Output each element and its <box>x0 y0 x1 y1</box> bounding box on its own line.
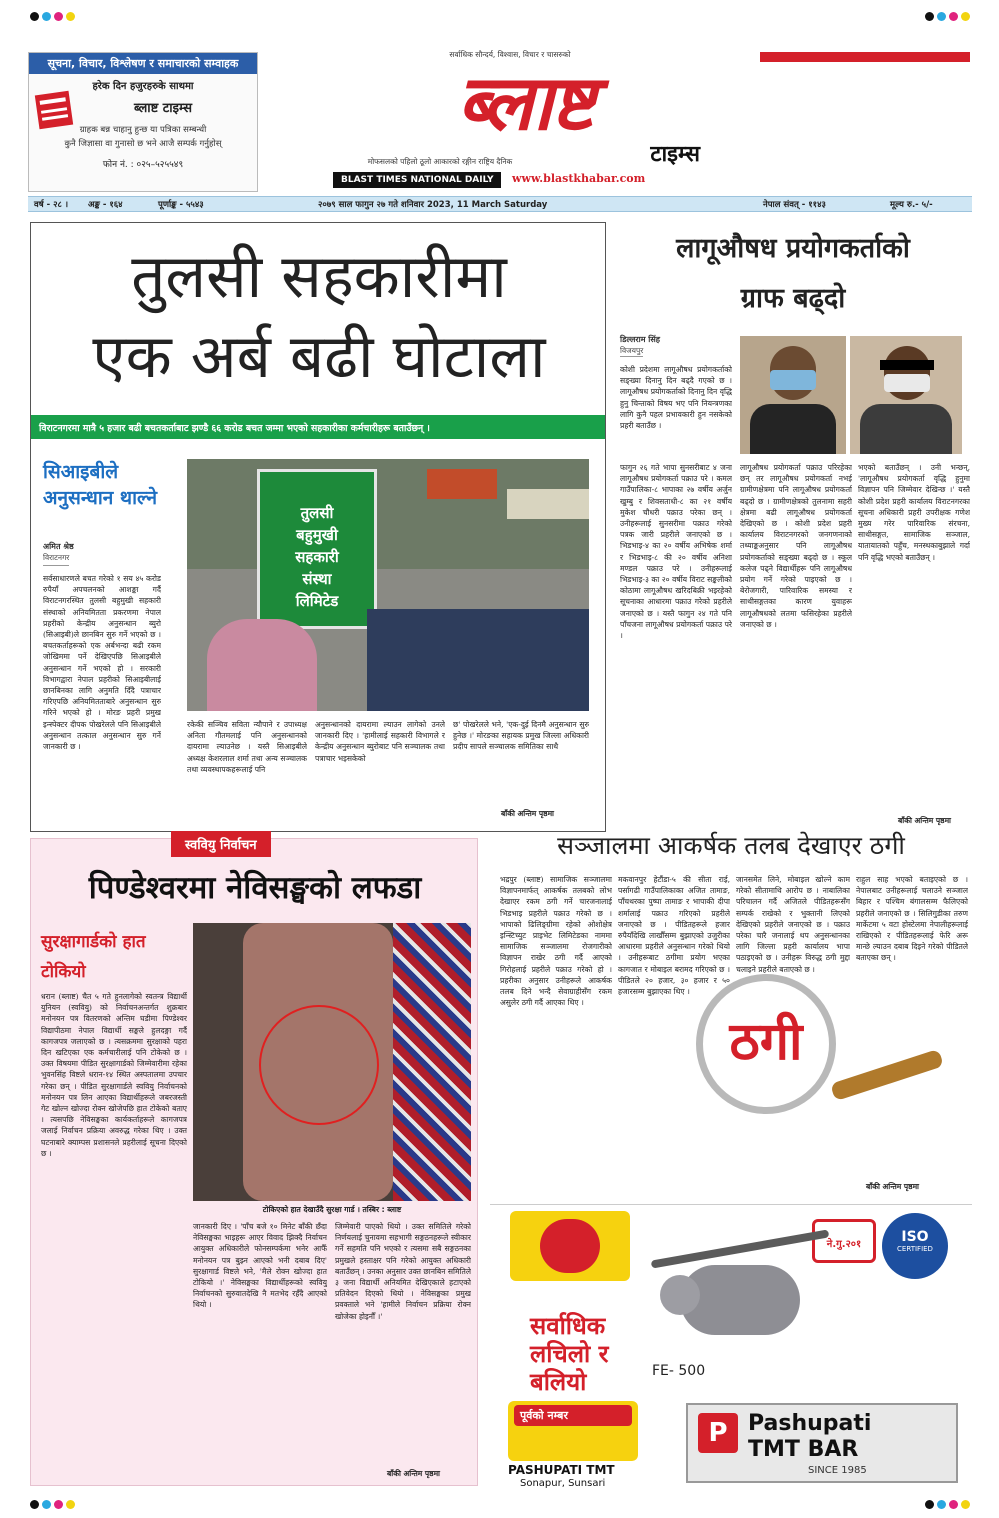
logo-text: ब्लाष्ट <box>457 58 593 147</box>
ad-address: Sonapur, Sunsari <box>520 1478 606 1489</box>
masthead-red-stripe <box>760 52 970 62</box>
photo-caption: टोकिएको हात देखाउँदै सुरक्षा गार्ड । तस्बिर : ब्लाष्ट <box>262 1205 402 1214</box>
nepal-era: नेपाल संवत् - ११४३ <box>763 200 826 210</box>
ad-top-badge <box>510 1211 630 1281</box>
suspect-photo-1 <box>740 336 846 454</box>
pashupati-brand-block <box>686 1403 958 1483</box>
coop-signboard: तुलसी बहुमुखी सहकारी संस्था लिमिटेड <box>257 469 377 629</box>
cooperative-office-photo <box>187 459 589 711</box>
ns-mark: ने.गु.२०१ <box>812 1219 876 1263</box>
ad-badge-text: पूर्वको नम्बर <box>514 1405 632 1426</box>
website-link[interactable]: www.blastkhabar.com <box>512 172 646 185</box>
union-body-3: जिम्मेवारी पाएको थियो । उक्त समितिले गरेको निर्णयलाई चुनावमा सहभागी सङ्गठनहरूले स्वीकार गर्ने सहमति पनि भएको र त्यसमा सबै सङ्गठनका प्रमुखले हस्ताक्षर पनि गरेको आयुक्त अधिकारी बताउँछन् । उनका अनुसार उक्त छानबिन समितिले ३ जना विद्यार्थी अनियमित देखिएकाले हटाएको प्रतिवेदन दिएको थियो । नेविसङ्घका प्रमुख प्रवक्ताले भने 'हामीले निर्वाचन प्रक्रिया रोक्न खोजेका होइनौँ ।' <box>335 1222 471 1321</box>
pashupati-ad <box>490 1204 972 1490</box>
fraud-body-1: भद्रपुर (ब्लाष्ट) सामाजिक सञ्जालमा विज्ञापनमार्फत् आकर्षक तलबको लोभ देखाएर रकम ठगी गर्ने चारजनालाई भिडभाइ प्रहरीले पक्राउ गरेको छ । भापाको ढिलिङ्ग्रीमा रहेको ओशोक्षेत्र इन्स्टिच्युट प्राइभेट लिमिटेडका नाममा सामाजिक सञ्जालमा रोजगारीको विज्ञापन राखेर ठगी गर्दै आएको गिरोहलाई प्रहरीले पक्राउ गरेको हो । प्रहरीका अनुसार उनीहरूले आकर्षक तलब दिने भन्दै सेवाग्राहीसँग रकम असुलेर ठगी गर्दै आएका थिए । <box>500 875 612 1008</box>
injured-hand-photo <box>193 923 471 1201</box>
lead-headline-2: एक अर्ब बढी घोटाला <box>92 322 546 392</box>
logo-sub: टाइम्स <box>650 142 700 167</box>
lead-body-3: अनुसन्धानको दायरामा ल्याउन लागेको उनले जानकारी दिए । 'हामीलाई सहकारी विभागले र केन्द्रीय अनुसन्धान ब्युरोबाट पनि सञ्चालक तथा पत्राचार भइसकेको <box>315 720 445 763</box>
tagline-top: सर्वाधिक सौन्दर्य, विश्वास, विचार र चासरुको <box>449 50 571 59</box>
tagline-bottom: मोफसलको पहिलो ठूलो आकारको रङ्गीन राष्ट्रिय दैनिक <box>367 157 513 166</box>
promo-line-2: हरेक दिन हजुरहरुके साथमा <box>92 81 194 92</box>
drug-story <box>614 222 972 832</box>
elephant-graphic <box>650 1245 830 1355</box>
drug-byline: डिल्लराम सिंह <box>620 335 661 344</box>
newspaper-icon <box>35 91 73 129</box>
drug-body-c: लागूऔषध प्रयोगकर्ता पक्राउ परिरहेका छन् तर लागूऔषध प्रयोगकर्ता नभई ग्रामीणक्षेत्रमा पनि लागूऔषध प्रयोगकर्ता बढ्दो छ । ग्रामीणक्षेत्रको तुलनामा सहरी क्षेत्रमा बढी लागूऔषध प्रयोगकर्ता देखिएको छ । कोशी प्रदेश प्रहरी कार्यालय विराटनगरको जनगणनाको तथ्याङ्कअनुसार पनि लागूऔषध प्रयोगकर्ताको सङ्ख्या बढ्दो छ । स्कूल कलेज पढ्ने विद्यार्थीहरू पनि लागूऔषध प्रयोग गर्ने गरेको पाइएको छ । बेरोजगारी, पारिवारिक समस्या र साथीसङ्गतका कारण युवाहरू लागूऔषधको लतमा फसिरहेका प्रहरीले जनाएको छ । <box>740 463 852 629</box>
magnifier-handle <box>830 1049 944 1101</box>
date: २०७९ साल फागुन २७ गते शनिवार 2023, 11 March Saturday <box>318 200 548 210</box>
color-registration-bottom-left <box>30 1500 75 1509</box>
iso-badge <box>882 1213 948 1279</box>
volume: वर्ष - २८ । <box>34 200 69 210</box>
wound-marker-circle <box>259 1005 379 1125</box>
brand-product: TMT BAR <box>748 1437 859 1462</box>
ad-company: PASHUPATI TMT <box>508 1463 615 1477</box>
fraud-body-3: जानसमेत लिने, मोबाइल खोल्ने काम गरेको सीतामाथि आरोप छ । नाबालिका परिचालन गर्दै अजितले पीडितहरूसँग सम्पर्क राखेको र भुक्तानी लिएको देखिएको प्रहरीले जनाएको छ । पक्राउ परेका चारै जनालाई थप अनुसन्धानका लागि जिल्ला प्रहरी कार्यालय भापा पठाइएको छ । उनीहरू विरुद्ध ठगी मुद्दा चलाइने प्रहरीले बताएको छ । <box>736 875 850 974</box>
lead-strap: विराटनगरमा मात्रै ५ हजार बढी बचतकर्ताबाट झण्डै ६६ करोड बचत जम्मा भएको सहकारीका कर्मचारीहरू बताउँछन् । <box>31 415 605 439</box>
promo-line-1: सूचना, विचार, विश्लेषण र समाचारको सम्वाहक <box>29 53 257 74</box>
union-body-1: धरान (ब्लाष्ट) चैत ५ गते हुनलागेको स्वतन्त्र विद्यार्थी युनियन (स्ववियु) को निर्वाचनअन्तर्गत शुक्रबार मनोनयन पत्र वितरणको अन्तिम घडीमा पिण्डेश्वर विद्यापीठमा नेपाल विद्यार्थी सङ्घले हुलदङ्गा गर्दै कागजपत्र जलाएको छ । त्यसक्रममा सुरक्षाको पहरा दिन खटिएका एक कर्मचारीलाई पनि टोकेको छ । उक्त विषयमा पीडित सुरक्षागार्डको जिम्मेवारीमा रहेका भुवनसिंह विष्टले धरान-१४ स्थित अस्पतालमा उपचार गरेका छन् । पीडित सुरक्षागार्डले स्ववियु निर्वाचनको मनोनयन पत्र लिन आएका विद्यार्थीहरूले जबरजस्ती गेट खोल्न खोज्दा रोक्न खोजेपछि हात टोकेको बताए । त्यसपछि नेविसङ्घका कार्यकर्ताहरूले कागजपत्र जलाई निर्वाचन प्रक्रिया अवरुद्ध गरेका थिए । उक्त घटनाबारे क्याम्पस प्रशासनले प्रहरीलाई सूचना दिएको छ । <box>41 992 187 1158</box>
pashupati-logo-icon: P <box>698 1413 738 1453</box>
brand-name: Pashupati <box>748 1411 872 1436</box>
lead-place: विराटनगर <box>43 553 69 566</box>
masthead <box>0 0 999 196</box>
lead-byline: अमित श्रेष्ठ <box>43 542 74 551</box>
promo-phone: फोन नं. : ०२५–५२५५४९ <box>102 160 184 170</box>
lead-story <box>30 222 606 832</box>
union-tag: स्ववियु निर्वाचन <box>171 831 271 857</box>
ad-headline-3: बलियो <box>530 1368 587 1396</box>
drug-body-b: फागुन २६ गते भापा सुनसरीबाट ४ जना लागूऔषध प्रयोगकर्ता पक्राउ परे । कमल गाउँपालिका-८ भापाका २७ वर्षीय अर्जुन खुम्बु र शिवसताधी-८ का २१ वर्षीय मुकेश चौधरी पक्राउ परेका छन् । उनीहरूलाई सुनसरीमा पक्राउ गरेको पत्रक जारी प्रहरीले जनाएको छ । भिडभाइ-४ का २० वर्षीय अभिषेक शर्मा र भिडभाइ-८ की २० वर्षीय अनिशा मण्डल पक्राउ परे । उनीहरूलाई भिडभाइ-३ का २० वर्षीय विराट सङ्कलीको कोठामा लागूऔषध खरिदबिक्री भइरहेको सूचनाका आधारमा पक्राउ गरेको प्रहरीले जनाएको छ । यस्तै फागुन २४ गते पनि पाँचजना लागूऔषध प्रयोगकर्ता पक्राउ परे । <box>620 463 732 641</box>
promo-line-4: कुनै जिज्ञासा वा गुनासो छ भने आजै सम्पर्क गर्नुहोस् <box>64 139 222 149</box>
color-registration-top-left <box>30 12 75 21</box>
union-headline: पिण्डेश्वरमा नेविसङ्घको लफडा <box>88 870 422 906</box>
drug-continued: बाँकी अन्तिम पृष्ठमा <box>898 816 951 825</box>
fraud-body-4: राहुल साह भएको बताइएको छ । नेपालबाट उनीहरूलाई चलाउने सञ्जाल बिहार र पश्चिम बंगालसम्म फैलिएको प्रहरीले जनाएको छ । सिलिगुडीका तरुण मार्केटमा ५ वटा होस्टेलमा नेपालीहरूलाई राखिएको र पीडितहरूलाई फेरि अरू मान्छे ल्याउन दबाब दिइने गरेको पीडितले बताएका छन् । <box>856 875 968 963</box>
fraud-story <box>490 826 972 1200</box>
woman-foreground <box>207 619 317 711</box>
lead-continued: बाँकी अन्तिम पृष्ठमा <box>501 809 554 818</box>
brand-since: SINCE 1985 <box>808 1465 867 1476</box>
union-sub-headline: सुरक्षागार्डको हात टोकियो <box>41 932 146 982</box>
daily-label: BLAST TIMES NATIONAL DAILY <box>333 172 501 188</box>
fraud-headline: सञ्जालमा आकर्षक तलब देखाएर ठगी <box>557 831 905 860</box>
lead-body-1: सर्वसाधारणले बचत गरेको १ सय ४५ करोड रुपैयाँ अपचलनको आशङ्का गर्दै विराटनगरस्थित तुलसी बहुमुखी सहकारी संस्थाको अनियमितता प्रकरणमा नेपाल प्रहरीको केन्द्रीय अनुसन्धान ब्युरो (सिआइबी)ले छानबिन सुरु गर्ने भएको छ । बचतकर्ताहरूको एक अर्बभन्दा बढी रकम जोखिममा पर्ने देखिएपछि सिआइबीले अनुसन्धान गर्ने भएको हो । सरकारी विभागद्वारा नेपाल प्रहरीको सिआइबीलाई छानबिनका लागि अनुमति दिँदै पत्राचार गरिएपछि अनियमितताबारे अनुसन्धान सुरु गरिने भएको हो । मोरङ प्रहरी प्रमुख इन्स्पेक्टर दीपक पोखरेलले पनि सिआइबीले अनुसन्धान तत्काल अनुसन्धान सुरु गर्ने जानकारी छ । <box>43 574 161 752</box>
union-continued: बाँकी अन्तिम पृष्ठमा <box>387 1469 440 1478</box>
fraud-magnifier-graphic <box>696 974 946 1114</box>
ad-headline-2: लचिलो र <box>530 1340 609 1368</box>
drug-body-a: कोशी प्रदेशमा लागूऔषध प्रयोगकर्ताको सङ्ख्या दिनानु दिन बढ्दै गएको छ । लागूऔषध प्रयोगकर्ताको दिनानु दिन वृद्धि हुनु चिन्ताको विषय भए पनि नियन्त्रणका लागि कुनै पहल प्रभावकारी हुन नसकेको प्रहरी बताउँछ । <box>620 365 732 431</box>
iso-certified: CERTIFIED <box>897 1245 933 1253</box>
garden-sign <box>507 489 589 519</box>
lead-body-4: छ' पोखरेलले भने, 'एक-दुई दिनमै अनुसन्धान सुरु हुनेछ ।' मोरङका सहायक प्रमुख जिल्ला अधिकारी प्रदीप सापले सञ्चालक समितिका साथै <box>453 720 589 752</box>
ad-model: FE- 500 <box>652 1363 706 1379</box>
union-body-2: जानकारी दिए । 'पाँच बजे १० मिनेट बाँकी छँदा नेविसङ्घका भाइहरू आएर विवाद झिक्दै निर्वाचन आयुक्त अधिकारीले फोनसम्पर्कमा भनेर आफैँ मनोनयन पत्र बुझ्न आएको भनी दबाब दिए' सुरक्षागार्ड विष्टले भने, 'मैले रोक्न खोज्दा हात टोकियो ।' नेविसङ्घका विद्यार्थीहरूको स्ववियु निर्वाचनको सुरुवातदेखि नै मतभेद रहँदै आएको थियो । <box>193 1222 327 1310</box>
promo-box <box>28 52 258 192</box>
promo-brand: ब्लाष्ट टाइम्स <box>133 101 193 116</box>
drug-place: विजयपुर <box>620 346 644 355</box>
ad-headline-1: सर्वाधिक <box>530 1312 606 1340</box>
color-registration-bottom-right <box>925 1500 970 1509</box>
promo-line-3: ग्राहक बन्न चाहानु हुन्छ या पत्रिका सम्बन्धी <box>79 125 207 135</box>
fraud-continued: बाँकी अन्तिम पृष्ठमा <box>866 1182 919 1191</box>
fraud-body-2: मकवानपुर हेटौंडा-५ की सीता राई, पर्सागढी गाउँपालिकाका अजित तामाङ, पाँचथरका पुष्पा तामाङ र भापाकी दीपा शर्मालाई पक्राउ गरिएको प्रहरीले जनाएको छ । पीडितहरूले हजार रुपैयाँदेखि लाखौँसम्म बुझाएको उजुरीका आधारमा प्रहरीले अनुसन्धान गरेको थियो । उनीहरूबाट ठगीमा प्रयोग भएका कागजात र मोबाइल बरामद गरिएको छ । पीडितले २० हजार, ३० हजार र ५० हजारसम्म बुझाएका थिए । <box>618 875 730 997</box>
lead-headline-1: तुलसी सहकारीमा <box>131 242 507 312</box>
lead-body-2: रकेकी सञ्चिव सविता न्यौपाने र उपाध्यक्ष अनिता गौतमलाई पनि अनुसन्धानको दायरामा ल्याउनेछ । यस्तै सिआइबीले अध्यक्ष केशरलाल शर्मा तथा अन्य सञ्चालक तथा व्यवस्थापकहरूलाई पनि <box>187 720 307 774</box>
ad-badge <box>508 1401 638 1461</box>
fraud-stamp-text: ठगी <box>729 1012 803 1072</box>
shop-sign <box>427 469 497 499</box>
union-story <box>30 838 478 1486</box>
iso-label: ISO <box>901 1229 929 1245</box>
face-mask <box>770 370 816 390</box>
issue: अङ्क - १६४ <box>88 200 123 210</box>
drug-headline-2: ग्राफ बढ्दो <box>740 283 846 314</box>
eye-bar <box>880 360 934 370</box>
info-bar <box>28 196 972 212</box>
drug-headline-1: लागूऔषध प्रयोगकर्ताको <box>676 233 910 264</box>
steel-bar <box>651 1229 830 1268</box>
price: मूल्य रु.- ५/- <box>890 200 933 210</box>
suspect-photo-2 <box>850 336 962 454</box>
drug-body-d: भएको बताउँछन् । उनी भन्छन्, 'लागूऔषध प्रयोगकर्ता वृद्धि हुनुमा विज्ञापन पनि जिम्मेवार देखिन्छ ।' यस्तै कोशी प्रदेश प्रहरी कार्यालय विराटनगरका सूचना अधिकारी प्रहरी उपरीक्षक गणेश मुख्य गरेर पारिवारिक संरचना, साथीसङ्गत, सामाजिक सञ्जाल, यातायातको पहुँच, मनस्थकाबुझाले गर्दा पनि वृद्धि भएको बताउँछन् । <box>858 463 970 562</box>
color-registration-top-right <box>925 12 970 21</box>
total-issue: पूर्णाङ्क - ५५४३ <box>158 200 204 210</box>
crowd <box>367 609 589 711</box>
lead-sub-headline: सिआइबीले अनुसन्धान थाल्ने <box>43 461 158 509</box>
